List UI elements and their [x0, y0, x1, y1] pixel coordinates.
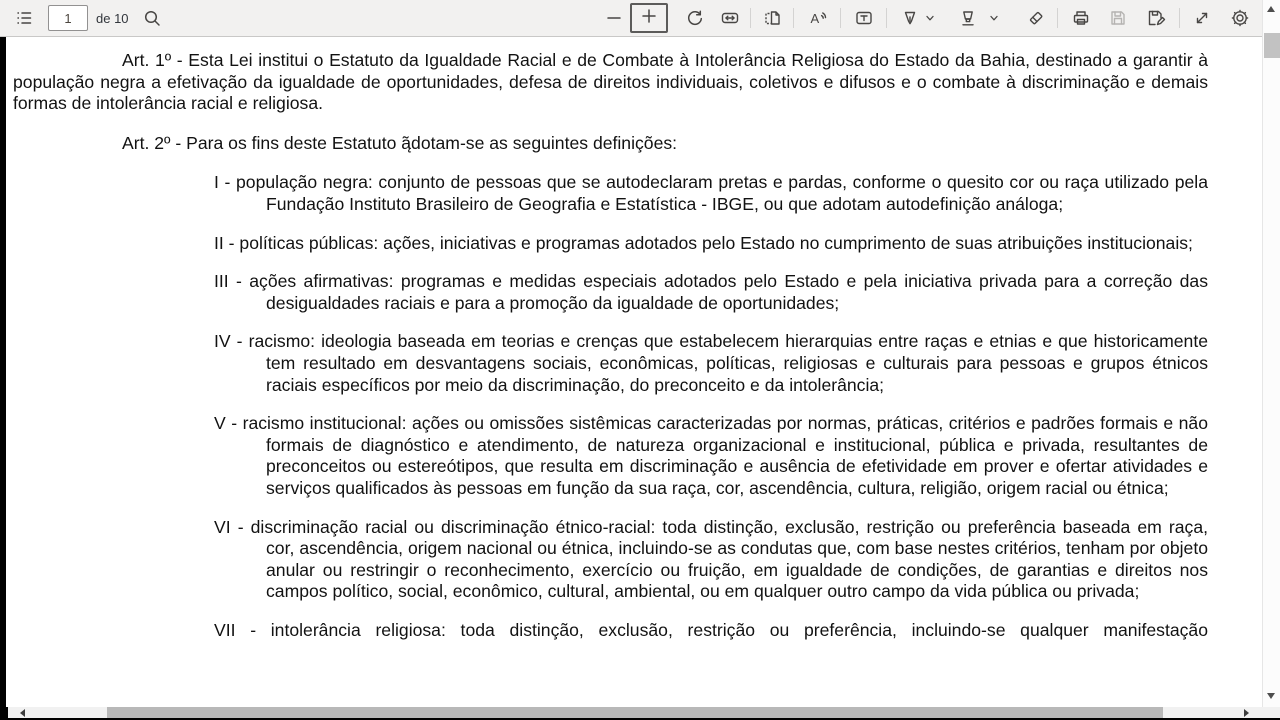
- zoom-out-button[interactable]: [602, 6, 626, 30]
- save-icon: [1108, 8, 1128, 28]
- gear-icon: [1230, 8, 1250, 28]
- settings-button[interactable]: [1228, 6, 1252, 30]
- horizontal-scrollbar-thumb[interactable]: [107, 707, 1163, 718]
- document-text: [6, 37, 1262, 641]
- definition-item-2: II - políticas públicas: ações, iniciativas e programas adotados pelo Estado no cumprimento de suas atribuições institucionais;: [214, 232, 1193, 253]
- scrollbar-corner: [1262, 707, 1280, 718]
- vertical-scrollbar[interactable]: [1262, 0, 1280, 707]
- page-view-icon: [762, 8, 782, 28]
- save-button[interactable]: [1106, 6, 1130, 30]
- article-2: Art. 2º - Para os fins deste Estatuto ą̃dotam-se as seguintes definições:: [122, 132, 678, 153]
- search-icon: [142, 8, 162, 28]
- expand-button[interactable]: [1190, 6, 1214, 30]
- definition-item-5: V - racismo institucional: ações ou omissões sistêmicas caracterizadas por normas, práticas, critérios e padrões formais e não formais de diagnóstico e atendimento, de natureza organizacional e institucional, pública e privada, resultantes de preconceitos ou estereótipos, que resulta em discriminação e ausência de efetividade em prover e ofertar atividades e serviços qualificados às pessoas em função da sua raça, cor, ascendência, cultura, religião, origem racial ou étnica;: [214, 413, 1208, 498]
- printer-icon: [1071, 8, 1091, 28]
- read-aloud-icon: [808, 8, 828, 28]
- save-as-button[interactable]: [1144, 6, 1168, 30]
- page-view-button[interactable]: [760, 6, 784, 30]
- pdf-toolbar: [0, 0, 1262, 37]
- plus-icon: [639, 6, 659, 31]
- search-button[interactable]: [140, 6, 164, 30]
- scroll-down-arrow[interactable]: [1267, 693, 1275, 699]
- add-text-button[interactable]: [852, 6, 876, 30]
- rotate-button[interactable]: [683, 6, 707, 30]
- toolbar-separator: [840, 8, 841, 28]
- chevron-down-icon: [987, 11, 1001, 25]
- page-count-label: de 10: [96, 11, 129, 26]
- horizontal-scrollbar[interactable]: [8, 707, 1262, 718]
- svg-text:A: A: [810, 11, 820, 26]
- fit-to-width-icon: [720, 8, 740, 28]
- toolbar-separator: [793, 8, 794, 28]
- eraser-icon: [1026, 8, 1046, 28]
- read-aloud-button[interactable]: [806, 6, 830, 30]
- article-1: Art. 1º - Esta Lei institui o Estatuto da Igualdade Racial e de Combate à Intolerância Religiosa do Estado da Bahia, destinado a garantir à população negra a efetivação da igualdade de oportunidades, defesa de direitos individuais, coletivos e difusos e o combate à discriminação e demais formas de intolerância racial e religiosa.: [13, 50, 1208, 114]
- rotate-icon: [685, 8, 705, 28]
- definition-item-4: IV - racismo: ideologia baseada em teorias e crenças que estabelecem hierarquias entre raças e etnias e que historicamente tem resultado em desvantagens sociais, econômicas, políticas, religiosas e culturais para pessoas e grupos étnicos raciais específicos por meio da discriminação, do preconceito e da intolerância;: [214, 331, 1208, 395]
- table-of-contents-icon: [14, 8, 34, 28]
- table-of-contents-button[interactable]: [12, 6, 36, 30]
- definition-item-6: VI - discriminação racial ou discriminação étnico-racial: toda distinção, exclusão, restrição ou preferência baseada em raça, cor, ascendência, origem nacional ou étnica, incluindo-se as condutas que, com base nestes critérios, tenham por objeto anular ou restringir o reconhecimento, exercício ou fruição, em igualdade de condições, de garantias e direitos nos campos político, social, econômico, cultural, ambiental, ou em qualquer outro campo da vida pública ou privada;: [214, 516, 1208, 602]
- add-text-icon: [854, 8, 874, 28]
- toolbar-separator: [1179, 8, 1180, 28]
- toolbar-separator: [886, 8, 887, 28]
- definition-item-7: VII - intolerância religiosa: toda distinção, exclusão, restrição ou preferência, incluindo-se qualquer manifestação: [214, 619, 1208, 640]
- minus-icon: [604, 8, 624, 28]
- save-as-icon: [1146, 8, 1166, 28]
- pdf-page: [6, 37, 1262, 707]
- highlight-options-button[interactable]: [986, 6, 1002, 30]
- page-number-input[interactable]: [48, 5, 88, 31]
- scroll-left-arrow[interactable]: [20, 709, 25, 717]
- highlight-button[interactable]: [956, 6, 980, 30]
- chevron-down-icon: [923, 11, 937, 25]
- scroll-up-arrow[interactable]: [1267, 6, 1275, 12]
- toolbar-separator: [1057, 8, 1058, 28]
- definition-item-3: III - ações afirmativas: programas e medidas especiais adotados pelo Estado e pela iniciativa privada para a correção das desigualdades raciais e para a promoção da igualdade de oportunidades;: [214, 271, 1208, 313]
- fit-to-width-button[interactable]: [718, 6, 742, 30]
- highlighter-icon: [958, 8, 978, 28]
- vertical-scrollbar-thumb[interactable]: [1264, 33, 1280, 58]
- draw-button[interactable]: [898, 6, 922, 30]
- zoom-in-button[interactable]: [630, 3, 668, 33]
- draw-pen-icon: [900, 8, 920, 28]
- toolbar-separator: [750, 8, 751, 28]
- erase-button[interactable]: [1024, 6, 1048, 30]
- definition-item-1: I - população negra: conjunto de pessoas que se autodeclaram pretas e pardas, conforme o quesito cor ou raça utilizado pela Fundação Instituto Brasileiro de Geografia e Estatística - IBGE, ou que adotam autodefinição análoga;: [214, 172, 1208, 214]
- print-button[interactable]: [1069, 6, 1093, 30]
- expand-icon: [1192, 8, 1212, 28]
- draw-options-button[interactable]: [922, 6, 938, 30]
- scroll-right-arrow[interactable]: [1244, 709, 1249, 717]
